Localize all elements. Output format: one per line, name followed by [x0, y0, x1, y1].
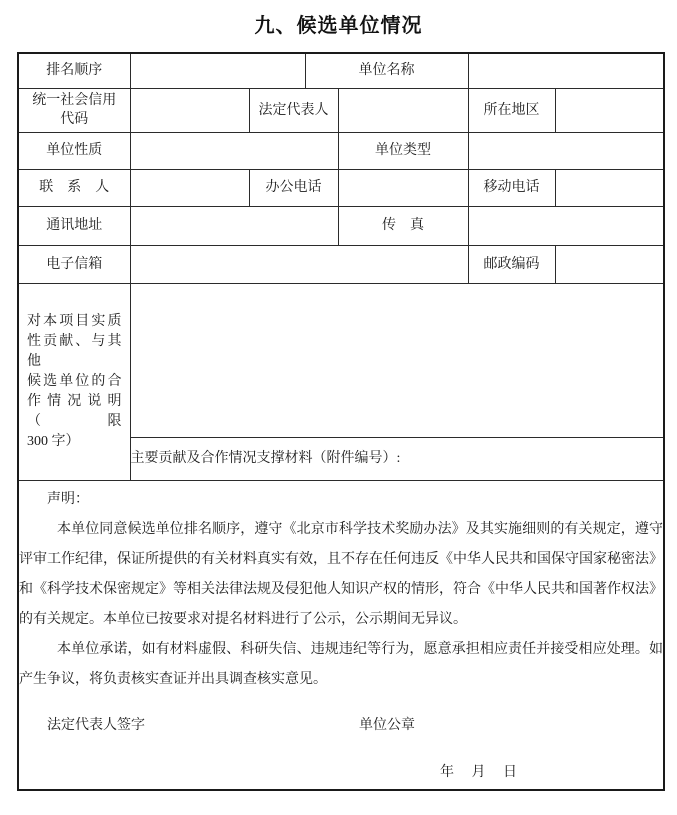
rank-order-label: 排名顺序	[18, 53, 130, 88]
row-nature-type	[18, 132, 664, 169]
legal-rep-value	[338, 88, 468, 132]
unit-nature-value	[130, 132, 338, 169]
credit-code-value	[130, 88, 249, 132]
row-email-postal	[18, 245, 664, 283]
unit-nature-label: 单位性质	[18, 132, 130, 169]
contribution-label-line2: 性贡献、与其他	[27, 333, 122, 369]
unit-name-value	[468, 53, 664, 88]
contribution-label-line3: 候选单位的合	[27, 373, 122, 389]
credit-code-label-line1: 统一社会信用	[32, 93, 117, 108]
declaration-heading: 声明：	[47, 491, 89, 507]
unit-type-label: 单位类型	[338, 132, 468, 169]
row-rank-unitname	[18, 53, 664, 88]
region-label: 所在地区	[468, 88, 555, 132]
rank-order-value	[130, 53, 305, 88]
row-contact-phones	[18, 169, 664, 206]
fax-value	[468, 206, 664, 245]
contribution-label	[18, 283, 130, 480]
office-phone-value	[338, 169, 468, 206]
credit-code-label-line2: 代码	[60, 112, 89, 127]
unit-type-value	[468, 132, 664, 169]
email-value	[130, 245, 468, 283]
support-material-label: 主要贡献及合作情况支撑材料（附件编号）:	[130, 437, 664, 480]
fax-label: 传 真	[338, 206, 468, 245]
mobile-phone-value	[555, 169, 664, 206]
credit-code-label	[18, 88, 130, 132]
declaration-paragraph-1: 本单位同意候选单位排名顺序，遵守《北京市科学技术奖励办法》及其实施细则的有关规定，遵守评审工作纪律，保证所提供的有关材料真实有效，且不存在任何违反《中华人民共和国保守国家秘密法》和《科学技术保密规定》等相关法律法规及侵犯他人知识产权的情形，符合《中华人民共和国著作权法》的有关规定。本单位已按要求对提名材料进行了公示，公示期间无异议。	[19, 521, 663, 627]
page-title: 九、候选单位情况	[254, 15, 423, 37]
postal-code-label: 邮政编码	[468, 245, 555, 283]
unit-name-label: 单位名称	[305, 53, 468, 88]
candidate-unit-form-table	[17, 52, 665, 791]
postal-code-value	[555, 245, 664, 283]
declaration-cell	[18, 480, 664, 790]
email-label: 电子信箱	[18, 245, 130, 283]
address-label: 通讯地址	[18, 206, 130, 245]
contact-value	[130, 169, 249, 206]
row-contribution	[18, 283, 664, 437]
region-value	[555, 88, 664, 132]
address-value	[130, 206, 338, 245]
contribution-content	[130, 283, 664, 437]
declaration-paragraph-2: 本单位承诺，如有材料虚假、科研失信、违规违纪等行为，愿意承担相应责任并接受相应处理。如产生争议，将负责核实查证并出具调查核实意见。	[19, 641, 663, 687]
mobile-phone-label: 移动电话	[468, 169, 555, 206]
contribution-label-line1: 对本项目实质	[27, 313, 122, 329]
office-phone-label: 办公电话	[249, 169, 338, 206]
row-creditcode-legalrep-region	[18, 88, 664, 132]
legal-rep-signature-label: 法定代表人签字	[47, 717, 145, 733]
contribution-label-lines	[19, 312, 130, 452]
unit-seal-label: 单位公章	[359, 717, 415, 733]
legal-rep-label: 法定代表人	[249, 88, 338, 132]
date-line: 年 月 日	[440, 764, 517, 780]
contribution-label-line4: 作情况说明（限	[27, 393, 122, 429]
contribution-label-line5: 300 字）	[27, 433, 80, 449]
row-address-fax	[18, 206, 664, 245]
row-declaration	[18, 480, 664, 790]
contact-label: 联 系 人	[18, 169, 130, 206]
signature-row	[19, 711, 663, 741]
